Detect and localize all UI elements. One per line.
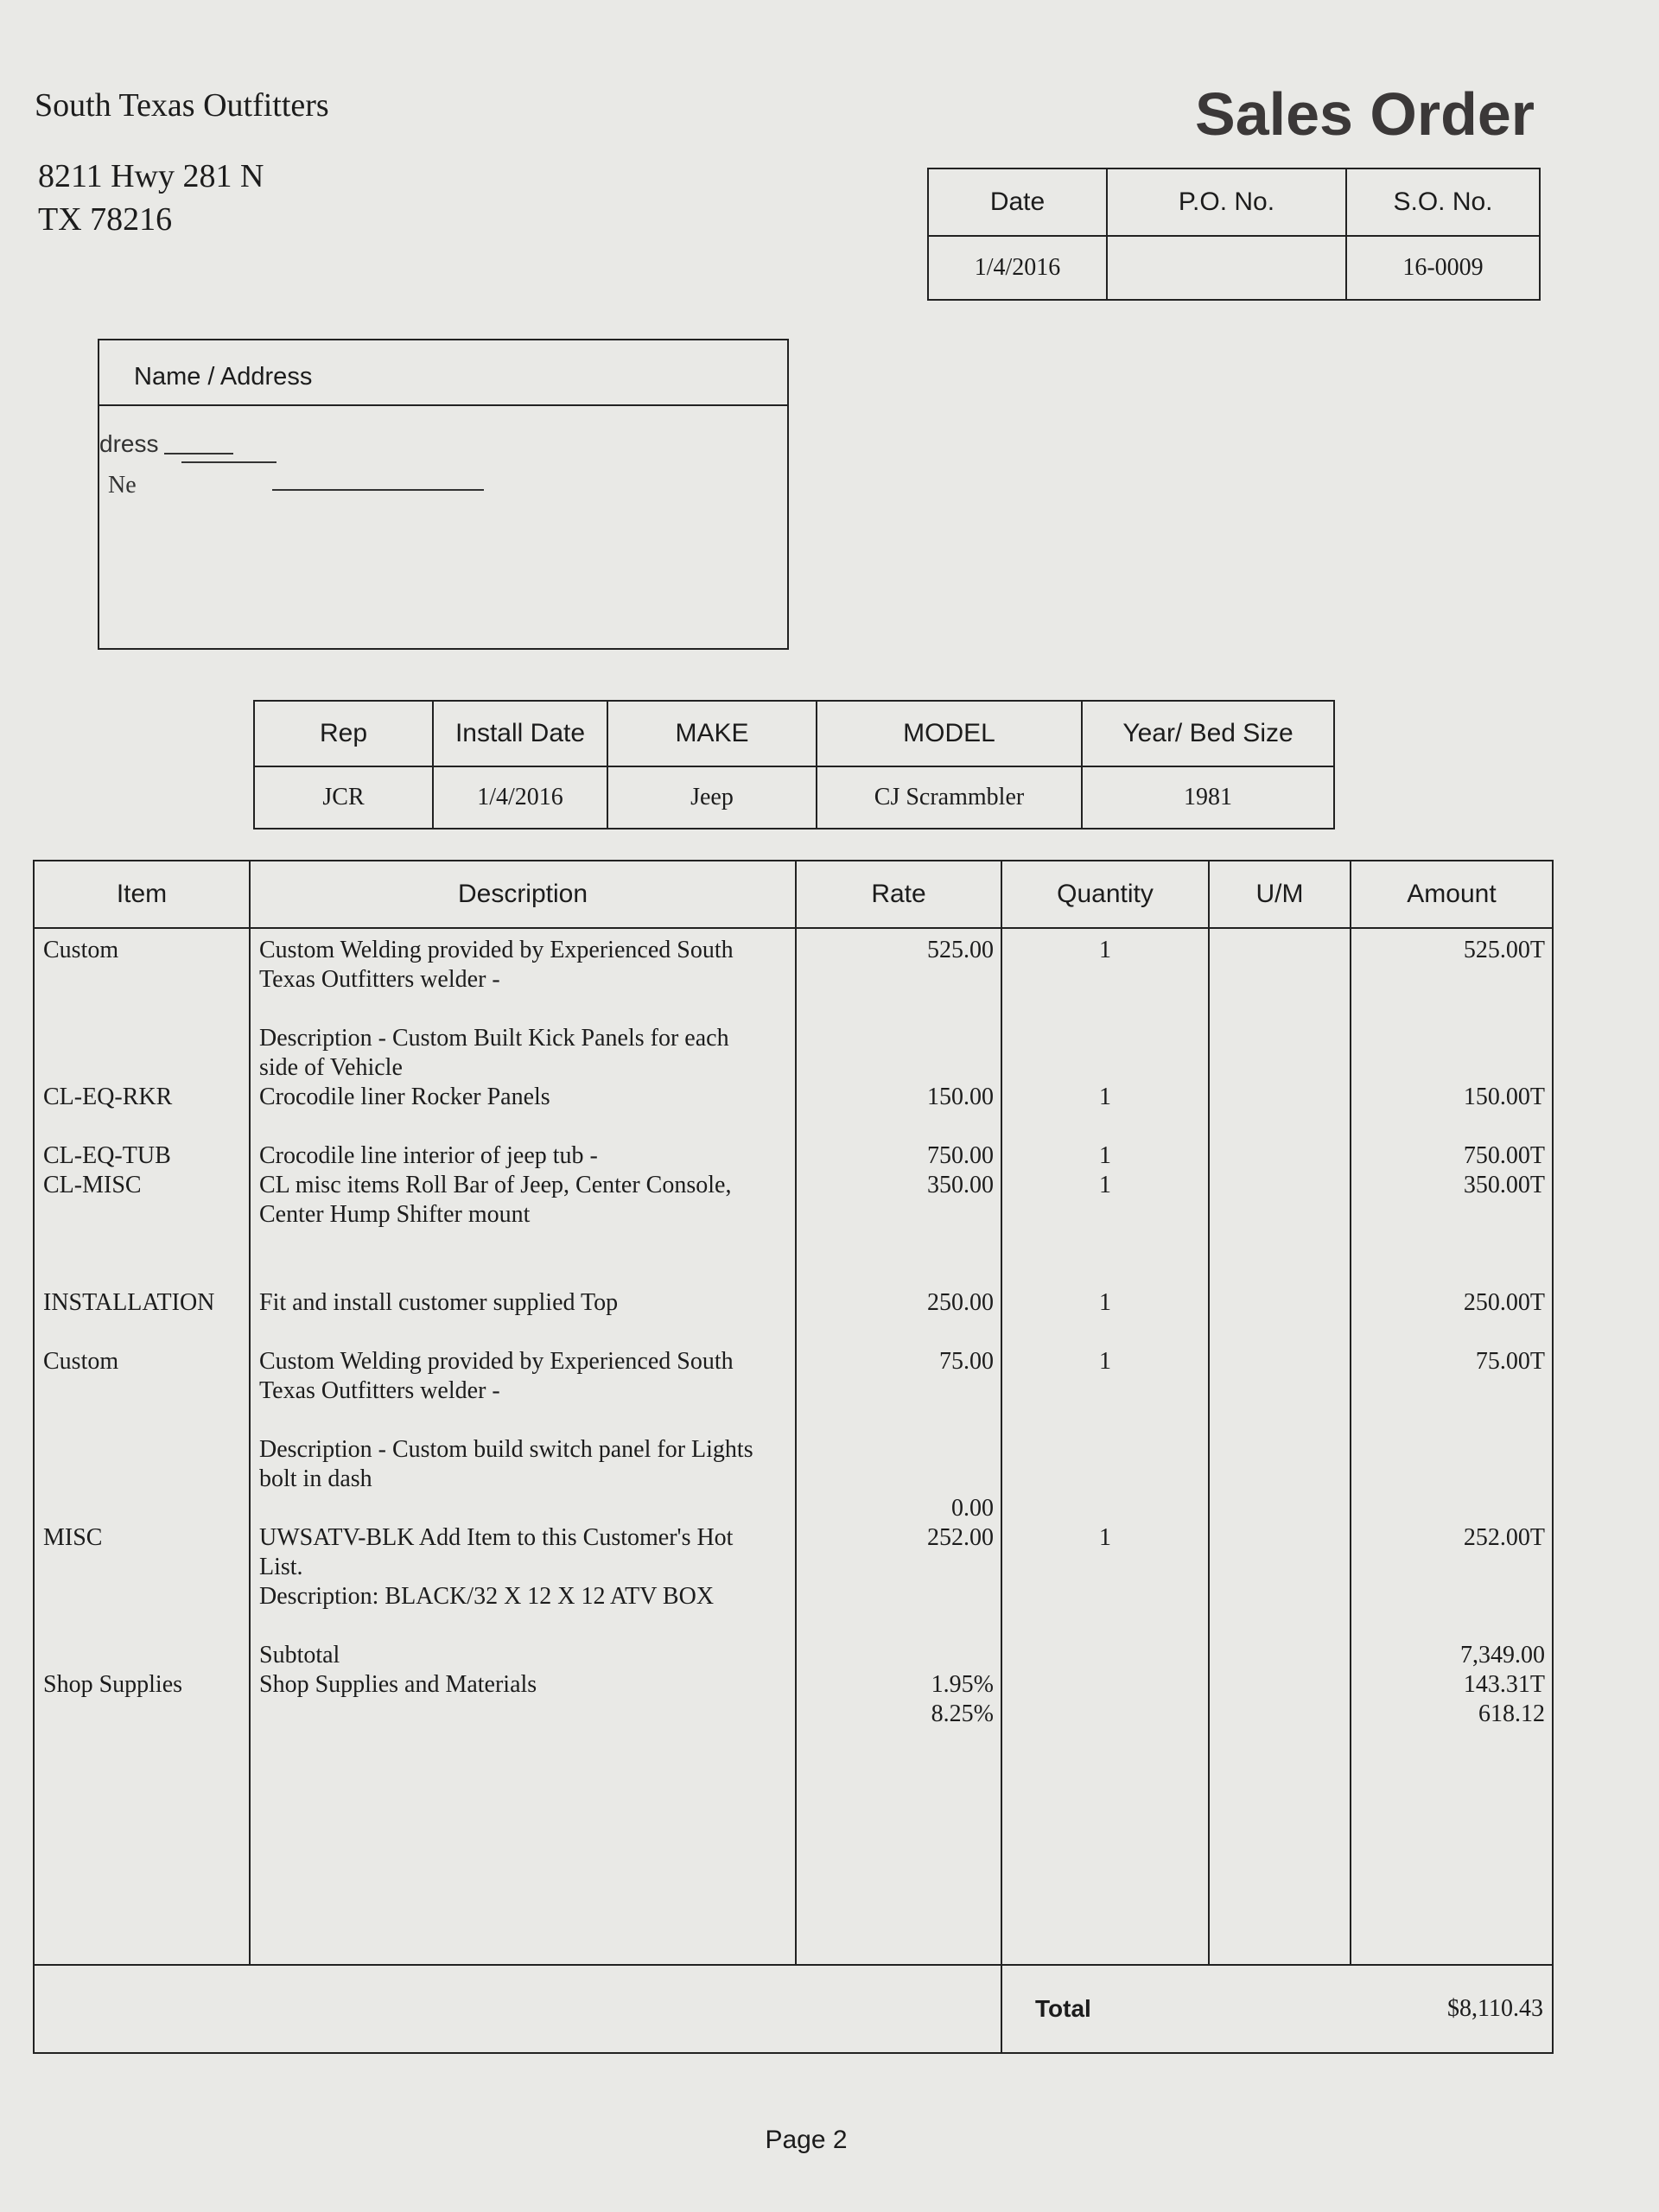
line-desc: Center Hump Shifter mount <box>259 1201 531 1228</box>
line-qty: 1 <box>1099 1524 1111 1551</box>
install-date-value: 1/4/2016 <box>433 766 607 829</box>
line-item: CL-EQ-TUB <box>43 1142 171 1169</box>
line-qty: 1 <box>1099 1172 1111 1198</box>
so-header: S.O. No. <box>1346 168 1540 236</box>
line-item: Shop Supplies <box>43 1671 183 1698</box>
make-value: Jeep <box>607 766 817 829</box>
description-column <box>250 928 796 1965</box>
company-city: TX 78216 <box>38 201 173 238</box>
line-qty: 1 <box>1099 1142 1111 1169</box>
item-column <box>34 928 250 1965</box>
um-column <box>1209 928 1351 1965</box>
line-item <box>43 1024 249 1053</box>
line-item: Custom <box>43 937 119 963</box>
line-desc: Description - Custom build switch panel for Lights <box>259 1436 753 1463</box>
line-item <box>43 1112 249 1141</box>
line-item <box>43 1053 249 1083</box>
line-desc <box>259 1700 795 1729</box>
redaction-mark <box>272 489 484 491</box>
line-rate <box>797 1376 994 1406</box>
line-rate <box>797 1318 994 1347</box>
total-spacer <box>34 1965 1001 2053</box>
line-desc: Description - Custom Built Kick Panels for each <box>259 1025 729 1052</box>
line-item <box>43 1494 249 1523</box>
line-rate <box>797 1611 994 1641</box>
line-items-table <box>33 860 1554 2054</box>
line-rate <box>797 1112 994 1141</box>
name-address-box <box>98 339 789 650</box>
line-amount: 150.00T <box>1463 1084 1545 1110</box>
po-number <box>1107 236 1346 300</box>
line-desc: Texas Outfitters welder - <box>259 1377 500 1404</box>
line-desc: List. <box>259 1554 303 1580</box>
line-qty: 1 <box>1099 1289 1111 1316</box>
rep-header: Rep <box>254 701 433 766</box>
line-rate <box>797 995 994 1024</box>
line-amount <box>1351 995 1545 1024</box>
total-value: $8,110.43 <box>1351 1965 1553 2053</box>
line-amount <box>1351 1112 1545 1141</box>
install-date-header: Install Date <box>433 701 607 766</box>
line-rate <box>797 1024 994 1053</box>
line-item: CL-EQ-RKR <box>43 1084 173 1110</box>
line-item <box>43 1318 249 1347</box>
line-amount <box>1351 1611 1545 1641</box>
line-amount <box>1351 1406 1545 1435</box>
line-amount <box>1351 1465 1545 1494</box>
company-name: South Texas Outfitters <box>35 87 329 124</box>
rep-value: JCR <box>254 766 433 829</box>
line-qty <box>1002 995 1208 1024</box>
order-date: 1/4/2016 <box>928 236 1107 300</box>
line-qty: 1 <box>1099 1348 1111 1375</box>
line-rate: 75.00 <box>939 1348 994 1375</box>
line-rate: 252.00 <box>927 1524 994 1551</box>
line-item <box>43 1641 249 1670</box>
year-value: 1981 <box>1082 766 1334 829</box>
line-qty <box>1002 1230 1208 1259</box>
name-address-label: Name / Address <box>99 340 787 406</box>
line-amount <box>1351 1024 1545 1053</box>
line-desc: side of Vehicle <box>259 1054 403 1081</box>
line-desc <box>259 1318 795 1347</box>
line-desc: Custom Welding provided by Experienced South <box>259 1348 734 1375</box>
redaction-mark <box>164 453 233 454</box>
line-rate <box>797 965 994 995</box>
line-desc: bolt in dash <box>259 1465 372 1492</box>
line-rate <box>797 1406 994 1435</box>
line-amount <box>1351 1376 1545 1406</box>
line-item <box>43 1376 249 1406</box>
line-item <box>43 1259 249 1288</box>
line-desc: Crocodile line interior of jeep tub - <box>259 1142 598 1169</box>
line-item: INSTALLATION <box>43 1289 215 1316</box>
line-amount: 618.12 <box>1478 1700 1545 1727</box>
line-amount: 750.00T <box>1463 1142 1545 1169</box>
line-qty <box>1002 1376 1208 1406</box>
rate-header: Rate <box>796 861 1001 928</box>
line-item <box>43 1435 249 1465</box>
line-desc <box>259 1406 795 1435</box>
line-desc <box>259 1259 795 1288</box>
line-desc: Fit and install customer supplied Top <box>259 1289 619 1316</box>
line-rate: 750.00 <box>927 1142 994 1169</box>
line-qty <box>1002 965 1208 995</box>
line-item <box>43 965 249 995</box>
make-header: MAKE <box>607 701 817 766</box>
quantity-column <box>1001 928 1209 1965</box>
year-header: Year/ Bed Size <box>1082 701 1334 766</box>
line-amount: 252.00T <box>1463 1524 1545 1551</box>
line-rate <box>797 1465 994 1494</box>
line-amount: 525.00T <box>1463 937 1545 963</box>
description-header: Description <box>250 861 796 928</box>
document-title: Sales Order <box>1195 80 1535 148</box>
amount-header: Amount <box>1351 861 1553 928</box>
item-header: Item <box>34 861 250 928</box>
line-amount <box>1351 1553 1545 1582</box>
line-amount <box>1351 1582 1545 1611</box>
line-qty <box>1002 1494 1208 1523</box>
line-qty <box>1002 1200 1208 1230</box>
line-qty <box>1002 1318 1208 1347</box>
line-item: MISC <box>43 1524 103 1551</box>
line-qty <box>1002 1053 1208 1083</box>
rate-column <box>796 928 1001 1965</box>
line-amount: 75.00T <box>1475 1348 1545 1375</box>
line-item <box>43 1582 249 1611</box>
line-amount <box>1351 1200 1545 1230</box>
model-header: MODEL <box>817 701 1082 766</box>
line-amount <box>1351 1259 1545 1288</box>
total-label: Total <box>1001 1965 1351 2053</box>
line-desc: Texas Outfitters welder - <box>259 966 500 993</box>
order-header-table <box>927 168 1541 301</box>
line-desc <box>259 1112 795 1141</box>
line-rate <box>797 1259 994 1288</box>
line-rate: 1.95% <box>931 1671 994 1698</box>
company-street: 8211 Hwy 281 N <box>38 158 264 194</box>
line-rate: 250.00 <box>927 1289 994 1316</box>
po-header: P.O. No. <box>1107 168 1346 236</box>
line-qty <box>1002 1024 1208 1053</box>
line-qty <box>1002 1582 1208 1611</box>
line-amount <box>1351 1494 1545 1523</box>
line-amount: 143.31T <box>1463 1671 1545 1698</box>
line-item <box>43 1553 249 1582</box>
line-item <box>43 1230 249 1259</box>
line-amount <box>1351 1230 1545 1259</box>
line-item <box>43 1465 249 1494</box>
line-rate: 350.00 <box>927 1172 994 1198</box>
line-desc <box>259 1611 795 1641</box>
redaction-mark <box>181 461 276 463</box>
line-rate <box>797 1053 994 1083</box>
line-rate: 8.25% <box>931 1700 994 1727</box>
address-line-1: dress <box>99 430 159 457</box>
line-item: CL-MISC <box>43 1172 142 1198</box>
date-header: Date <box>928 168 1107 236</box>
line-desc: Crocodile liner Rocker Panels <box>259 1084 550 1110</box>
line-item: Custom <box>43 1348 119 1375</box>
line-qty <box>1002 1700 1208 1729</box>
line-rate <box>797 1200 994 1230</box>
line-amount: 250.00T <box>1463 1289 1545 1316</box>
line-qty <box>1002 1465 1208 1494</box>
line-desc: CL misc items Roll Bar of Jeep, Center Console, <box>259 1172 732 1198</box>
so-number: 16-0009 <box>1346 236 1540 300</box>
line-qty <box>1002 1641 1208 1670</box>
line-qty <box>1002 1406 1208 1435</box>
line-qty <box>1002 1611 1208 1641</box>
line-qty <box>1002 1112 1208 1141</box>
line-amount <box>1351 1318 1545 1347</box>
quantity-header: Quantity <box>1001 861 1209 928</box>
line-amount: 7,349.00 <box>1460 1642 1545 1669</box>
line-item <box>43 995 249 1024</box>
line-desc: Shop Supplies and Materials <box>259 1671 537 1698</box>
line-rate <box>797 1582 994 1611</box>
line-item <box>43 1200 249 1230</box>
line-amount: 350.00T <box>1463 1172 1545 1198</box>
um-header: U/M <box>1209 861 1351 928</box>
line-desc: Custom Welding provided by Experienced South <box>259 937 734 963</box>
line-item <box>43 1406 249 1435</box>
line-item <box>43 1611 249 1641</box>
line-qty: 1 <box>1099 1084 1111 1110</box>
line-rate: 150.00 <box>927 1084 994 1110</box>
line-rate: 525.00 <box>927 937 994 963</box>
line-qty: 1 <box>1099 937 1111 963</box>
line-item <box>43 1700 249 1729</box>
line-amount <box>1351 1053 1545 1083</box>
line-qty <box>1002 1259 1208 1288</box>
address-line-2: Ne <box>108 472 137 499</box>
line-desc <box>259 1230 795 1259</box>
line-rate <box>797 1641 994 1670</box>
line-rate <box>797 1553 994 1582</box>
page-number: Page 2 <box>765 2126 848 2154</box>
line-desc <box>259 995 795 1024</box>
vehicle-table <box>253 700 1335 830</box>
line-desc: Description: BLACK/32 X 12 X 12 ATV BOX <box>259 1583 715 1610</box>
line-desc: UWSATV-BLK Add Item to this Customer's Hot <box>259 1524 734 1551</box>
line-desc: Subtotal <box>259 1642 340 1669</box>
model-value: CJ Scrammbler <box>817 766 1082 829</box>
line-desc <box>259 1494 795 1523</box>
line-rate <box>797 1230 994 1259</box>
line-amount <box>1351 1435 1545 1465</box>
line-rate: 0.00 <box>951 1495 994 1522</box>
amount-column <box>1351 928 1553 1965</box>
line-rate <box>797 1435 994 1465</box>
line-qty <box>1002 1670 1208 1700</box>
line-qty <box>1002 1553 1208 1582</box>
line-amount <box>1351 965 1545 995</box>
line-qty <box>1002 1435 1208 1465</box>
